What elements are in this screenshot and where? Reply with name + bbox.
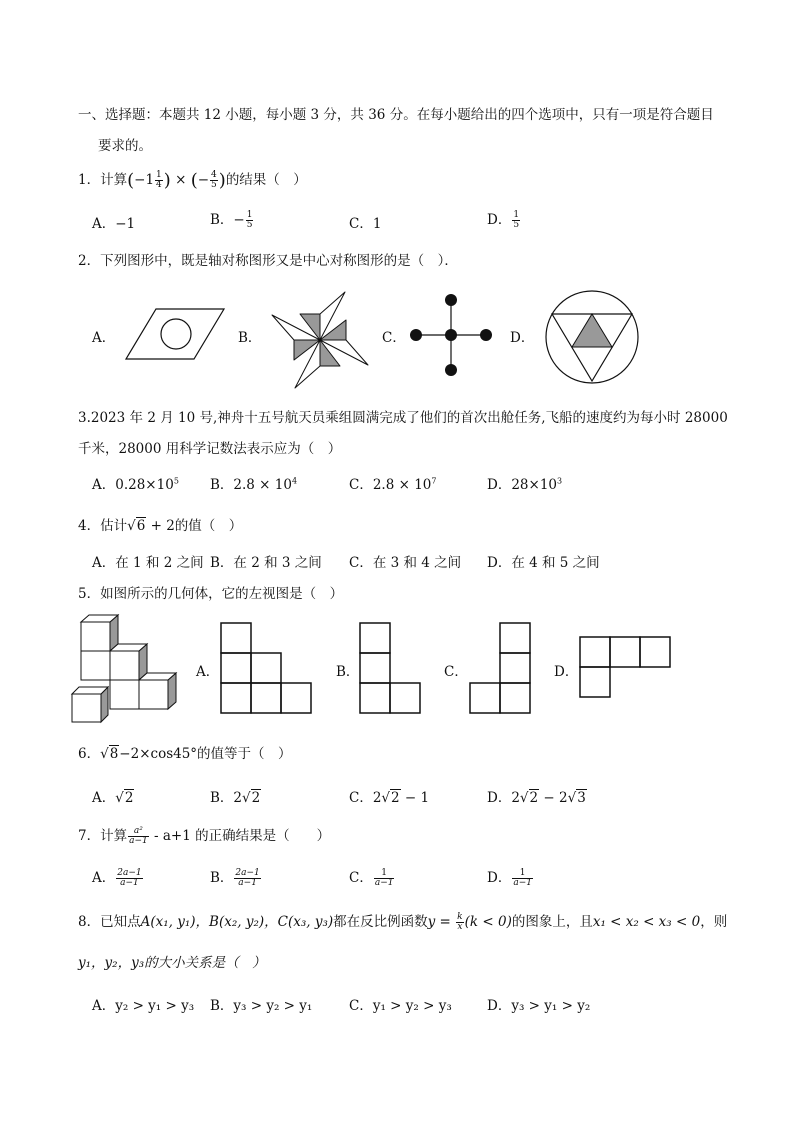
q8-option-d[interactable]: D．y₃ > y₁ > y₂ (487, 998, 591, 1014)
q2-label-b[interactable]: B． (238, 330, 262, 346)
q8-option-a[interactable]: A．y₂ > y₁ > y₃ (92, 998, 195, 1014)
q1-option-a[interactable]: A．−1 (92, 216, 136, 232)
q3-option-b[interactable]: B．$2.8 \times 10^4$ (210, 476, 298, 493)
question-2-stem: 2．下列图形中，既是轴对称图形又是中心对称图形的是（ ）． (78, 253, 458, 269)
q6-option-d[interactable]: D．2√2 − 2√3 (487, 790, 586, 806)
question-8-line1: 8．已知点A(x₁, y₁)，B(x₂, y₂)，C(x₃, y₃)都在反比例函数y = $\frac{k}{x}$ (k < 0)的图象上，且x₁ < x₂ < x₃ < 0，则 (78, 912, 728, 932)
q6-option-a[interactable]: A．√2 (92, 790, 134, 806)
q1-option-c[interactable]: C．1 (349, 216, 382, 232)
cube-stack-figure (70, 614, 184, 724)
q5-label-c[interactable]: C． (444, 664, 468, 680)
question-6-stem: 6．√8−2×cos45°的值等于（ ） (78, 746, 292, 762)
question-3-line1: 3.2023 年 2 月 10 号,神舟十五号航天员乘组圆满完成了他们的首次出舱任务,飞船的速度约为每小时 28000 (78, 410, 728, 426)
q6-option-c[interactable]: C．2√2 − 1 (349, 790, 430, 806)
q2-label-c[interactable]: C． (382, 330, 406, 346)
q2-label-d[interactable]: D． (510, 330, 535, 346)
q3-option-a[interactable]: A．$0.28\times 10^5$ (92, 476, 179, 493)
question-7-stem: 7．计算 $\frac{\text{a²}}{a-1}$ - a+1 的正确结果是（ ） (78, 826, 331, 846)
q2-label-a[interactable]: A． (92, 330, 116, 346)
q7-option-c[interactable]: C． $\frac{1}{a-1}$ (349, 868, 394, 888)
q4-option-b[interactable]: B．在 2 和 3 之间 (210, 555, 322, 571)
pinwheel-figure (270, 290, 370, 390)
q5-view-c (469, 622, 533, 714)
q3-option-d[interactable]: D．$28\times 10^3$ (487, 476, 563, 493)
q7-option-b[interactable]: B． $\frac{2a-1}{a-1}$ (210, 868, 260, 888)
q7-option-a[interactable]: A． $\frac{2a-1}{a-1}$ (92, 868, 142, 888)
circle-triangles-figure (542, 290, 642, 384)
q5-label-b[interactable]: B． (336, 664, 360, 680)
question-8-line2: y₁，y₂，y₃的大小关系是（ ） (78, 955, 266, 971)
q4-option-a[interactable]: A．在 1 和 2 之间 (92, 555, 204, 571)
q3-option-c[interactable]: C．$2.8 \times 10^7$ (349, 476, 437, 493)
q5-label-d[interactable]: D． (554, 664, 579, 680)
section-title-line1: 一、选择题：本题共 12 小题，每小题 3 分，共 36 分。在每小题给出的四个选项中，只有一项是符合题目 (78, 107, 714, 123)
q1-option-b[interactable]: B．− $\frac{1}{5}$ (210, 210, 253, 230)
q8-option-c[interactable]: C．y₁ > y₂ > y₃ (349, 998, 452, 1014)
q5-label-a[interactable]: A． (196, 664, 220, 680)
question-5-stem: 5．如图所示的几何体，它的左视图是（ ） (78, 586, 344, 602)
question-1-stem: 1．计算(− 1 $\frac{1}{4}$ ) × (− $\frac{4}{5}$ )的结果（ ） (78, 169, 307, 191)
section-title-line2: 要求的。 (98, 138, 152, 154)
q4-option-c[interactable]: C．在 3 和 4 之间 (349, 555, 462, 571)
parallelogram-circle-figure (126, 307, 226, 363)
q8-option-b[interactable]: B．y₃ > y₂ > y₁ (210, 998, 313, 1014)
q5-view-a (220, 622, 314, 714)
q5-view-d (579, 636, 673, 700)
q7-option-d[interactable]: D． $\frac{1}{a-1}$ (487, 868, 532, 888)
q4-option-d[interactable]: D．在 4 和 5 之间 (487, 555, 600, 571)
question-4-stem: 4．估计√6 + 2的值（ ） (78, 518, 243, 534)
cross-dots-figure (406, 292, 496, 376)
question-3-line2: 千米，28000 用科学记数法表示应为（ ） (78, 441, 342, 457)
q6-option-b[interactable]: B．2√2 (210, 790, 261, 806)
q1-option-d[interactable]: D． $\frac{1}{5}$ (487, 210, 520, 230)
q5-view-b (359, 622, 423, 714)
